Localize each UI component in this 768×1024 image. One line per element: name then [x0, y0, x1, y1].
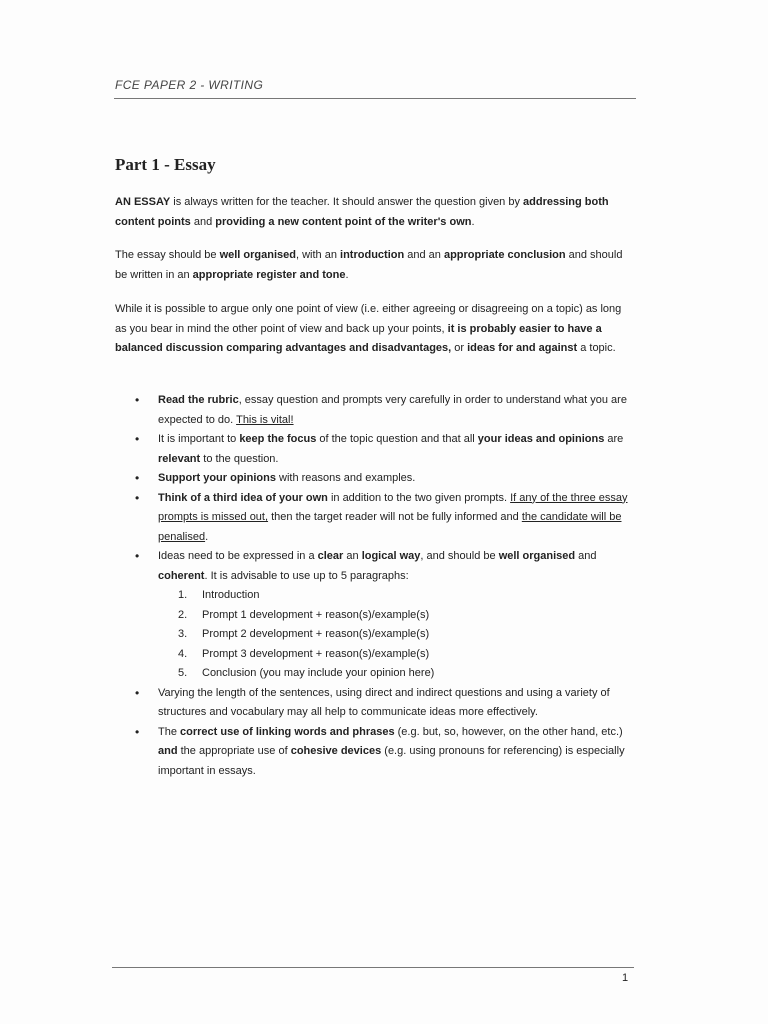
list-item-text	[158, 726, 625, 777]
numbered-item	[158, 586, 635, 606]
text-run: and	[190, 215, 216, 228]
bullet-icon: •	[135, 685, 140, 700]
text-run: It is important to	[158, 433, 240, 445]
tips-list	[115, 391, 635, 781]
text-run: a topic.	[577, 342, 616, 354]
text-run: the appropriate use of	[177, 745, 291, 757]
list-item-text	[158, 687, 610, 719]
bold-text: logical way	[361, 550, 421, 562]
item-number: 4.	[178, 647, 188, 660]
bold-text: introduction	[340, 249, 405, 261]
page-number: 1	[622, 972, 629, 984]
item-text: Prompt 3 development + reason(s)/example(s)	[202, 647, 430, 660]
bold-text: clear	[317, 550, 344, 562]
text-run: (e.g. using pronouns for referencing) is especially important in essays.	[158, 745, 625, 777]
text-run: and should be written in an	[115, 249, 623, 281]
bullet-icon: •	[135, 393, 140, 407]
bold-text: providing a new content point of the writer's own	[215, 215, 472, 228]
bold-text: addressing both content points	[115, 196, 609, 228]
text-run: .	[471, 215, 475, 228]
text-run: Ideas need to be expressed in a	[158, 550, 318, 562]
text-run: , essay question and prompts very carefully in order to understand what you are expected to do.	[158, 394, 627, 426]
running-header: FCE PAPER 2 - WRITING	[115, 78, 264, 92]
bullet-icon: •	[135, 432, 140, 446]
item-text: Prompt 2 development + reason(s)/example(s)	[202, 628, 430, 640]
footer-divider	[112, 967, 634, 968]
text-run: and an	[404, 249, 444, 261]
text-run: . It is advisable to use up to 5 paragraphs:	[204, 569, 409, 582]
item-number: 1.	[178, 589, 188, 601]
text-run: (e.g. but, so, however, on the other hand, etc.)	[394, 725, 623, 738]
list-item	[115, 684, 635, 723]
list-item-text	[158, 472, 415, 484]
list-item	[115, 547, 635, 684]
text-run: then the target reader will not be fully informed and	[268, 511, 522, 523]
underlined-text: the candidate will be penalised	[158, 511, 622, 543]
underlined-text: This is vital!	[236, 413, 294, 426]
text-run: to the question.	[200, 452, 279, 465]
text-run: , and should be	[420, 550, 499, 562]
underlined-text: If any of the three essay prompts is missed out,	[158, 491, 628, 523]
item-text: Introduction	[202, 589, 260, 601]
paragraph-structure-list	[158, 586, 635, 684]
item-number: 3.	[178, 628, 188, 640]
bold-text: Think of a third idea of your own	[158, 491, 328, 504]
bold-text: Read the rubric	[158, 394, 239, 406]
paragraph-organisation	[115, 246, 635, 285]
bold-text: your ideas and opinions	[477, 433, 605, 445]
text-run: Varying the length of the sentences, using direct and indirect questions and using a variety of structures and vocabulary may all help to communicate ideas more effectively.	[158, 686, 610, 718]
bold-text: Support your opinions	[158, 472, 276, 484]
bold-text: cohesive devices	[290, 745, 382, 757]
list-item	[115, 430, 635, 469]
bold-text: coherent	[158, 569, 205, 582]
bullet-icon: •	[135, 724, 140, 739]
text-run: The	[158, 725, 181, 738]
paragraph-point-of-view	[115, 300, 635, 359]
text-run: The essay should be	[115, 249, 220, 261]
list-item-text	[158, 550, 597, 582]
text-run: with reasons and examples.	[275, 472, 416, 484]
item-text: Conclusion (you may include your opinion here)	[202, 667, 435, 679]
text-run: .	[205, 530, 209, 543]
numbered-item	[158, 625, 635, 645]
text-run: , with an	[296, 249, 341, 261]
paragraph-intro	[115, 193, 635, 232]
list-item	[115, 391, 635, 430]
bullet-icon: •	[135, 549, 140, 563]
list-item	[115, 723, 635, 782]
header-divider	[114, 98, 636, 99]
text-run: and	[575, 550, 597, 562]
bold-text: appropriate conclusion	[443, 249, 566, 261]
bold-text: correct use of linking words and phrases	[180, 725, 395, 738]
item-number: 2.	[178, 608, 188, 621]
bold-text: and	[158, 745, 178, 757]
numbered-item	[158, 645, 635, 665]
bold-text: well organised	[219, 249, 296, 261]
list-item	[115, 469, 635, 489]
section-title: Part 1 - Essay	[115, 155, 216, 174]
numbered-item	[158, 606, 635, 626]
item-number: 5.	[178, 667, 188, 679]
bullet-icon: •	[135, 490, 140, 505]
text-run: is always written for the teacher. It should answer the question given by	[170, 196, 524, 208]
bold-text: it is probably easier to have a balanced discussion comparing advantages and disadvantages,	[115, 322, 602, 354]
bold-text: appropriate register and tone	[192, 268, 346, 281]
bold-text: relevant	[158, 452, 201, 465]
text-run: While it is possible to argue only one point of view (i.e. either agreeing or disagreeing on a topic) as long as you bear in mind the other point of view and back up your points,	[115, 303, 622, 335]
text-run: .	[345, 268, 349, 281]
text-run: of the topic question and that all	[316, 433, 478, 445]
text-run: are	[604, 433, 624, 445]
text-run: or	[451, 342, 468, 354]
bold-text: AN ESSAY	[115, 196, 171, 208]
item-text: Prompt 1 development + reason(s)/example(s)	[202, 608, 430, 621]
list-item-text	[158, 433, 623, 465]
text-run: an	[343, 550, 362, 562]
list-item	[115, 489, 635, 548]
bold-text: ideas for and against	[467, 342, 578, 354]
numbered-item	[158, 664, 635, 684]
list-item-text	[158, 394, 627, 426]
list-item-text	[158, 492, 628, 543]
bold-text: well organised	[498, 550, 576, 562]
text-run: in addition to the two given prompts.	[327, 491, 511, 504]
bold-text: keep the focus	[239, 433, 317, 445]
bullet-icon: •	[135, 471, 140, 485]
